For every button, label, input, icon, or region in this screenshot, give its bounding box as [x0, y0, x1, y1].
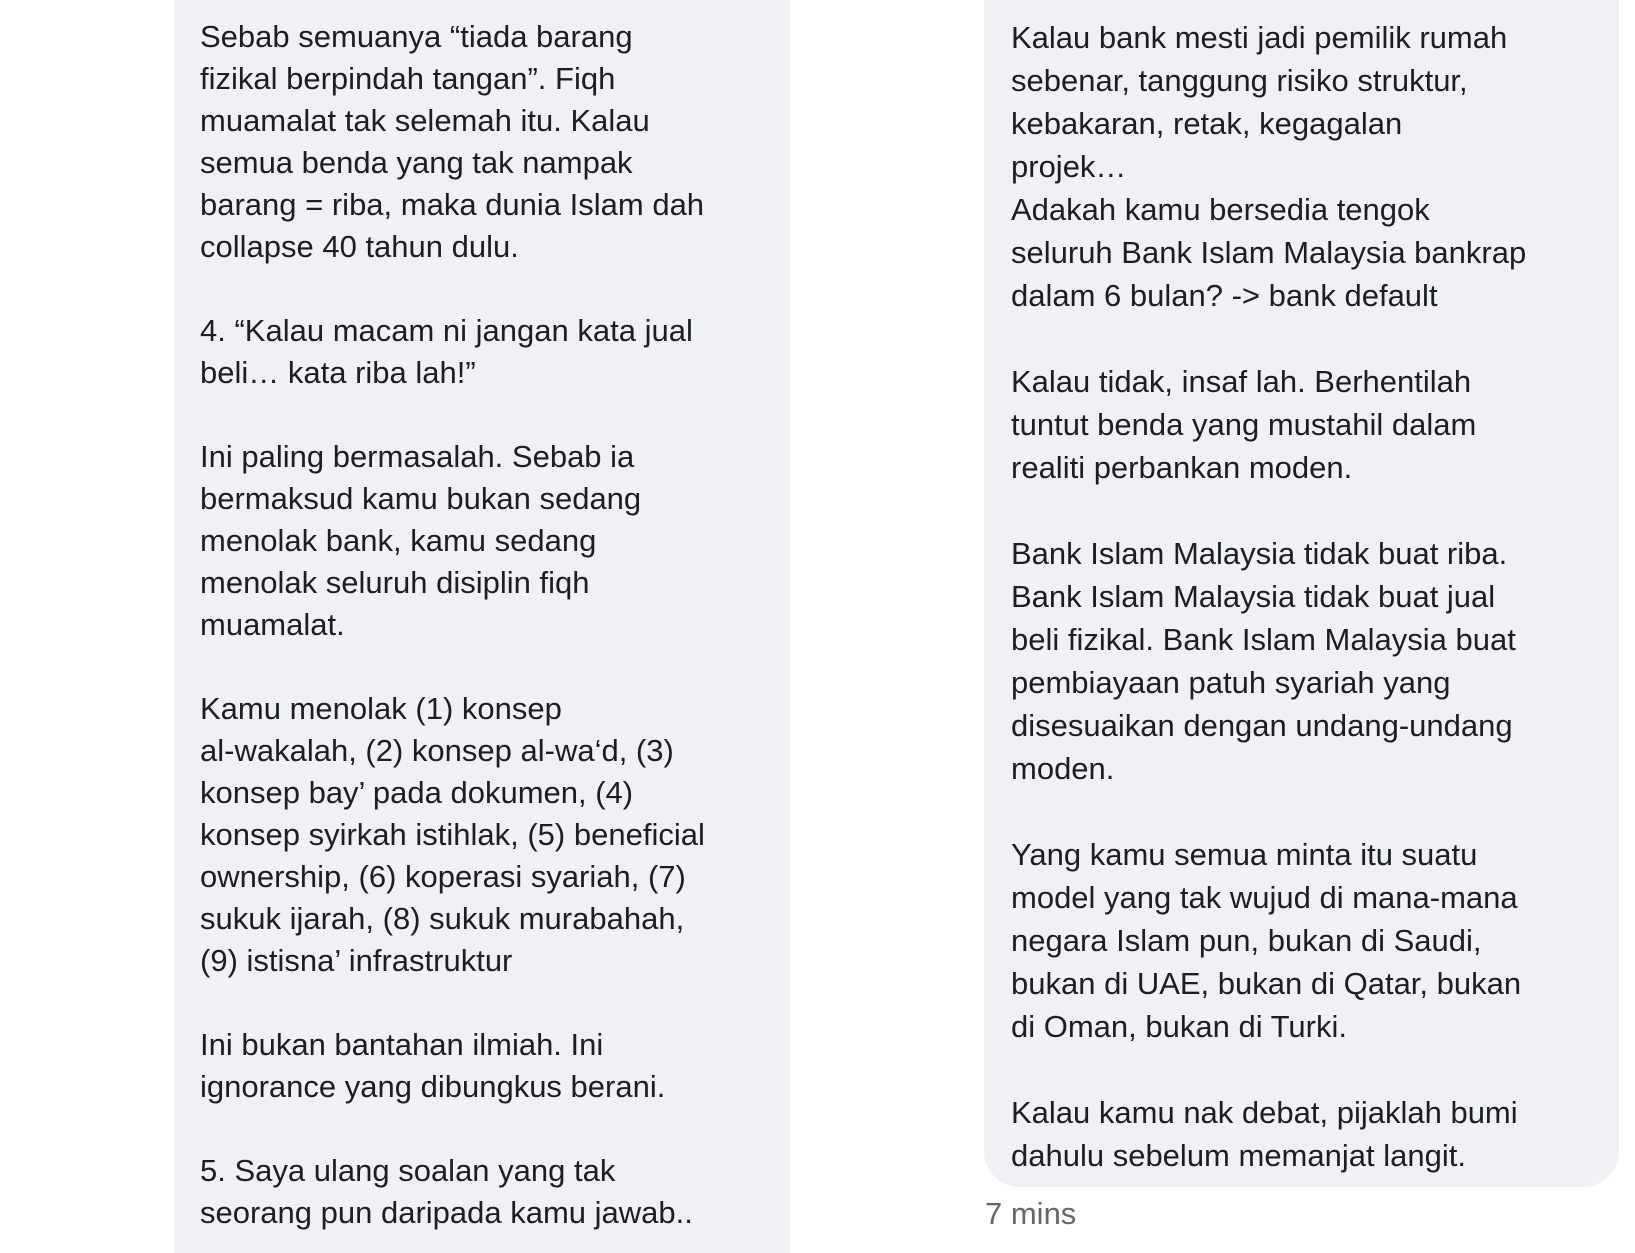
message-paragraph: Kalau tidak, insaf lah. Berhentilah tuntut benda yang mustahil dalam realiti perbankan moden.: [1011, 364, 1477, 485]
message-timestamp: 7 mins: [985, 1196, 1077, 1231]
message-paragraph: Bank Islam Malaysia tidak buat riba. Bank Islam Malaysia tidak buat jual beli fizikal. Bank Islam Malaysia buat pembiayaan patuh syariah yang disesuaikan dengan undang-undang moden.: [1011, 536, 1516, 786]
message-paragraph: 4. “Kalau macam ni jangan kata jual beli… kata riba lah!”: [200, 313, 693, 390]
message-paragraph: Kalau bank mesti jadi pemilik rumah sebenar, tanggung risiko struktur, kebakaran, retak, kegagalan projek… Adakah kamu bersedia tengok seluruh Bank Islam Malaysia bankrap dalam 6 bulan? -> bank default: [1011, 20, 1527, 313]
message-paragraph: 5. Saya ulang soalan yang tak seorang pun daripada kamu jawab..: [200, 1153, 693, 1230]
message-paragraph: Kamu menolak (1) konsep al-wakalah, (2) konsep al-wa‘d, (3) konsep bay’ pada dokumen, (4) konsep syirkah istihlak, (5) beneficial ownership, (6) koperasi syariah, (7) sukuk ijarah, (8) sukuk murabahah, (9) istisna’ infrastruktur: [200, 691, 705, 978]
message-paragraph: Yang kamu semua minta itu suatu model yang tak wujud di mana-mana negara Islam pun, bukan di Saudi, bukan di UAE, bukan di Qatar, bukan di Oman, bukan di Turki.: [1011, 837, 1522, 1044]
message-paragraph: Ini paling bermasalah. Sebab ia bermaksud kamu bukan sedang menolak bank, kamu sedang menolak seluruh disiplin fiqh muamalat.: [200, 439, 642, 642]
message-bubble-left[interactable]: [174, 0, 790, 1253]
message-paragraph: Sebab semuanya “tiada barang fizikal berpindah tangan”. Fiqh muamalat tak selemah itu. Kalau semua benda yang tak nampak barang = riba, maka dunia Islam dah collapse 40 tahun dulu.: [200, 19, 705, 264]
message-paragraph: Ini bukan bantahan ilmiah. Ini ignorance yang dibungkus berani.: [200, 1027, 666, 1104]
message-bubble-right[interactable]: [984, 0, 1619, 1187]
message-paragraph: Kalau kamu nak debat, pijaklah bumi dahulu sebelum memanjat langit.: [1011, 1095, 1518, 1173]
